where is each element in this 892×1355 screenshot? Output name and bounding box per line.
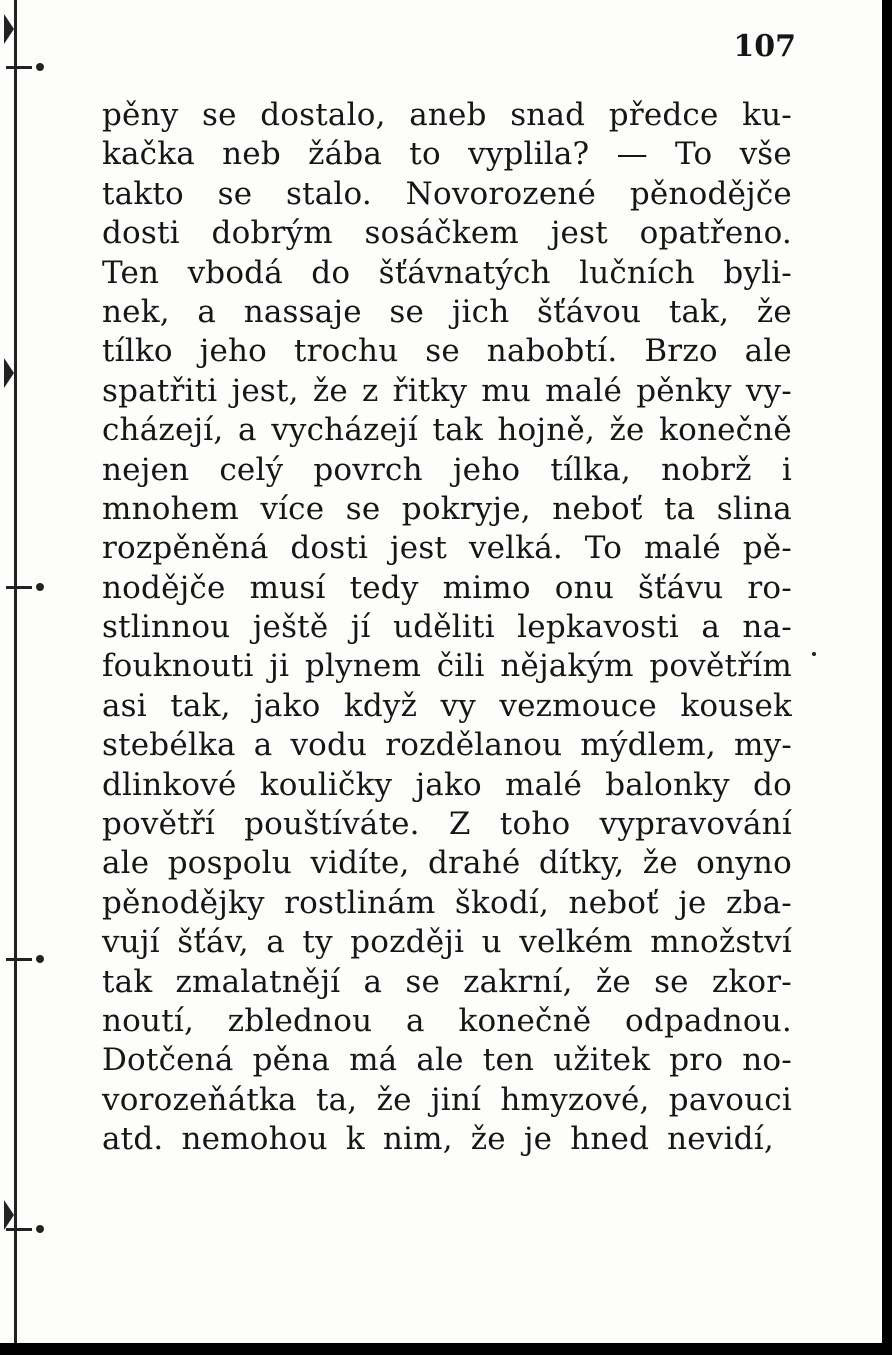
- word: ale: [416, 1042, 464, 1079]
- word: vy-: [745, 372, 792, 409]
- word: na-: [742, 609, 792, 646]
- word: se: [345, 490, 381, 527]
- word: hmyzové,: [500, 1081, 650, 1118]
- word: tílka,: [550, 451, 631, 488]
- word: noutí,: [102, 1002, 195, 1039]
- word: povětří: [102, 806, 215, 843]
- text-line: [102, 923, 792, 962]
- word: neboť: [552, 490, 643, 527]
- word: šťáv,: [177, 924, 249, 961]
- word: a: [363, 963, 383, 1000]
- text-line: [102, 135, 792, 174]
- binding-mark: [6, 586, 32, 589]
- word: velkém: [519, 924, 633, 961]
- word: pěnodějče: [629, 175, 792, 212]
- word: jako: [254, 687, 321, 724]
- word: a: [406, 1002, 425, 1039]
- word: atd.: [102, 1121, 164, 1158]
- word: dobrým: [211, 215, 333, 252]
- word: asi: [102, 687, 147, 724]
- word: povětřím: [649, 648, 792, 685]
- word: Dotčená: [102, 1042, 234, 1079]
- text-line: [102, 490, 792, 529]
- word: jest: [550, 215, 608, 252]
- word: množství: [650, 924, 792, 961]
- word: musí: [249, 569, 326, 606]
- word: ty: [302, 924, 333, 961]
- word: kačka: [102, 136, 195, 173]
- text-line: [102, 1120, 792, 1159]
- text-line: [102, 608, 792, 647]
- word: stalo.: [285, 175, 372, 212]
- word: pro: [669, 1042, 724, 1079]
- word: užitek: [553, 1042, 651, 1079]
- word: To: [675, 136, 713, 173]
- word: lučních: [579, 254, 695, 291]
- word: jich: [451, 293, 510, 330]
- word: pavouci: [668, 1081, 792, 1118]
- word: šťávu: [638, 569, 724, 606]
- word: vše: [739, 136, 792, 173]
- text-line: [102, 451, 792, 490]
- word: nim,: [382, 1121, 453, 1158]
- word: a: [253, 727, 273, 764]
- binding-edge: [14, 0, 17, 1343]
- page-number: 107: [733, 29, 796, 64]
- binding-notch: [4, 358, 14, 388]
- word: žába: [308, 136, 383, 173]
- word: neb: [222, 136, 281, 173]
- text-line: [102, 1041, 792, 1080]
- text-line: [102, 293, 792, 332]
- word: a: [197, 293, 217, 330]
- word: tak,: [170, 687, 231, 724]
- word: ten: [482, 1042, 535, 1079]
- word: konečně: [458, 1002, 592, 1039]
- word: onu: [554, 569, 614, 606]
- word: pěnky: [636, 372, 732, 409]
- text-line: [102, 529, 792, 568]
- word: pěnodějky: [102, 884, 265, 921]
- text-line: [102, 1002, 792, 1041]
- word: malé: [643, 530, 721, 567]
- text-line: [102, 766, 792, 805]
- body-text: [102, 96, 792, 1160]
- word: konečně: [659, 412, 792, 449]
- text-line: [102, 372, 792, 411]
- word: později: [350, 924, 465, 961]
- word: to: [409, 136, 441, 173]
- word: se: [217, 175, 253, 212]
- text-line: [102, 687, 792, 726]
- word: ku-: [742, 97, 792, 133]
- text-line: [102, 647, 792, 686]
- word: se: [654, 963, 689, 1000]
- word: Brzo: [644, 333, 718, 370]
- word: ji: [269, 648, 290, 685]
- word: vypravování: [599, 806, 792, 843]
- word: se: [405, 963, 440, 1000]
- word: nobrž: [661, 451, 752, 488]
- binding-notch: [4, 1200, 14, 1230]
- word: vidíte,: [310, 845, 410, 882]
- word: nodějče: [102, 569, 226, 606]
- word: škodí,: [454, 884, 550, 921]
- word: zmalatnějí: [175, 963, 341, 1000]
- word: rostlinám: [284, 884, 436, 921]
- word: že: [595, 963, 631, 1000]
- word: toho: [499, 806, 571, 843]
- word: vezmouce: [499, 687, 657, 724]
- text-line: [102, 175, 792, 214]
- word: nevidí,: [667, 1121, 774, 1158]
- binding-mark: [6, 66, 32, 69]
- word: celý: [219, 451, 284, 488]
- word: pěny: [102, 97, 179, 133]
- word: se: [202, 97, 237, 133]
- word: řitky: [392, 372, 468, 409]
- word: pospolu: [167, 845, 292, 882]
- word: To: [584, 530, 623, 567]
- word: tak: [102, 963, 153, 1000]
- word: malé: [545, 372, 623, 409]
- word: plynem: [304, 648, 422, 685]
- text-line: [102, 844, 792, 883]
- word: hojně,: [497, 412, 595, 449]
- word: šťávou: [536, 293, 642, 330]
- word: velká.: [468, 530, 563, 567]
- word: do: [311, 254, 351, 291]
- word: dlinkové: [102, 766, 237, 803]
- word: že: [642, 845, 678, 882]
- word: povrch: [313, 451, 423, 488]
- word: spatřiti: [102, 372, 218, 409]
- word: opatřeno.: [639, 215, 792, 252]
- text-line: [102, 96, 792, 135]
- word: my-: [734, 727, 792, 764]
- word: že: [609, 412, 645, 449]
- text-line: [102, 254, 792, 293]
- word: trochu: [293, 333, 399, 370]
- word: kouličky: [259, 766, 393, 803]
- word: a: [701, 609, 721, 646]
- binding-mark: [6, 1228, 32, 1231]
- word: pěna: [252, 1042, 331, 1079]
- word: stlinnou: [102, 609, 231, 646]
- text-line: [102, 332, 792, 371]
- word: šťávnatých: [378, 254, 551, 291]
- word: Ten: [102, 254, 160, 291]
- word: tedy: [349, 569, 419, 606]
- word: zkor-: [711, 963, 792, 1000]
- word: vorozeňátka: [102, 1081, 297, 1118]
- text-line: [102, 1081, 792, 1120]
- word: —: [616, 136, 648, 173]
- word: zakrní,: [463, 963, 573, 1000]
- word: vují: [102, 924, 160, 961]
- word: mnohem: [102, 490, 239, 527]
- word: Z: [448, 806, 471, 843]
- word: lepkavosti: [517, 609, 680, 646]
- word: dosti: [102, 215, 180, 252]
- word: drahé: [427, 845, 521, 882]
- word: se: [425, 333, 460, 370]
- word: do: [753, 766, 792, 803]
- word: nek,: [102, 293, 170, 330]
- word: a: [237, 412, 257, 449]
- word: více: [260, 490, 325, 527]
- word: pě-: [742, 530, 792, 567]
- word: vodu: [290, 727, 368, 764]
- binding-mark: [6, 958, 32, 961]
- word: fouknouti: [102, 648, 254, 685]
- word: nemohou: [181, 1121, 328, 1158]
- word: tak: [432, 412, 483, 449]
- word: ro-: [747, 569, 792, 606]
- word: vbodá: [187, 254, 283, 291]
- word: kousek: [680, 687, 792, 724]
- word: jest: [389, 530, 448, 567]
- word: jako: [415, 766, 482, 803]
- word: ale: [744, 333, 792, 370]
- word: balonky: [605, 766, 730, 803]
- word: ta,: [315, 1081, 358, 1118]
- word: onyno: [696, 845, 792, 882]
- word: a: [266, 924, 285, 961]
- word: rozpěněná: [102, 530, 269, 567]
- word: dostalo,: [260, 97, 386, 133]
- word: jeho: [199, 333, 268, 370]
- word: že: [756, 293, 792, 330]
- word: odpadnou.: [625, 1002, 792, 1039]
- word: uděliti: [393, 609, 495, 646]
- word: stebélka: [102, 727, 236, 764]
- word: zba-: [726, 884, 792, 921]
- word: tílko: [102, 333, 173, 370]
- ink-speck: [812, 652, 816, 656]
- word: cházejí,: [102, 412, 224, 449]
- word: je: [523, 1121, 553, 1158]
- word: snad: [510, 97, 586, 133]
- word: čili: [436, 648, 485, 685]
- word: slina: [716, 490, 792, 527]
- word: nejen: [102, 451, 190, 488]
- word: u: [481, 924, 502, 961]
- word: vy: [440, 687, 476, 724]
- text-line: [102, 214, 792, 253]
- word: ještě: [252, 609, 329, 646]
- word: zblednou: [227, 1002, 373, 1039]
- word: nějakým: [500, 648, 634, 685]
- text-line: [102, 805, 792, 844]
- word: nabobtí.: [486, 333, 618, 370]
- word: jí: [350, 609, 371, 646]
- word: neboť: [568, 884, 659, 921]
- word: sosáčkem: [364, 215, 519, 252]
- word: i: [781, 451, 792, 488]
- word: jest,: [231, 372, 299, 409]
- word: nassaje: [243, 293, 362, 330]
- word: že: [376, 1081, 412, 1118]
- word: se: [389, 293, 425, 330]
- word: rozdělanou: [385, 727, 563, 764]
- word: takto: [102, 175, 184, 212]
- word: malé: [505, 766, 583, 803]
- word: dosti: [290, 530, 369, 567]
- word: jeho: [452, 451, 521, 488]
- word: že: [312, 372, 348, 409]
- word: mýdlem,: [580, 727, 716, 764]
- word: předce: [608, 97, 719, 133]
- text-line: [102, 569, 792, 608]
- text-line: [102, 726, 792, 765]
- word: mimo: [442, 569, 531, 606]
- word: když: [343, 687, 418, 724]
- word: hned: [570, 1121, 650, 1158]
- word: pouštíváte.: [244, 806, 420, 843]
- word: je: [678, 884, 707, 921]
- word: Novorozené: [405, 175, 597, 212]
- word: ale: [102, 845, 150, 882]
- binding-notch: [4, 14, 14, 44]
- word: byli-: [723, 254, 792, 291]
- word: aneb: [409, 97, 487, 133]
- text-line: [102, 411, 792, 450]
- text-line: [102, 884, 792, 923]
- word: z: [362, 372, 379, 409]
- word: k: [345, 1121, 365, 1158]
- word: pokryje,: [401, 490, 531, 527]
- word: tak,: [668, 293, 730, 330]
- word: vyplila?: [468, 136, 590, 173]
- word: že: [470, 1121, 506, 1158]
- text-line: [102, 963, 792, 1002]
- word: ta: [663, 490, 696, 527]
- word: no-: [742, 1042, 792, 1079]
- word: mu: [481, 372, 532, 409]
- word: dítky,: [538, 845, 625, 882]
- word: vycházejí: [271, 412, 419, 449]
- word: má: [349, 1042, 398, 1079]
- word: jiní: [430, 1081, 482, 1118]
